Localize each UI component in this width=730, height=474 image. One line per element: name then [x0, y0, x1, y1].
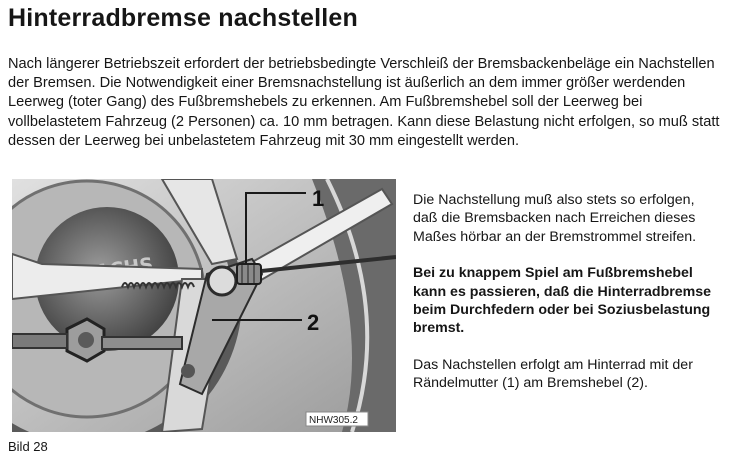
figure-caption: Bild 28 — [8, 439, 48, 454]
intro-text: Nach längerer Betriebszeit erfordert der betriebsbedingte Verschleiß der Bremsbackenbeläge ein Nachstellen der Bremsen. Die Notwendigkeit einer Bremsnachstellung ist äußerlich an dem immer größer werdenden Leerweg (toter Gang) des Fußbremshebels zu erkennen. Am Fußbremshebel soll der Leerweg bei vollbelastetem Fahrzeug (2 Personen) ca. 10 mm betragen. Kann diese Belastung nicht erfolgen, so muß statt dessen der Leerweg bei unbelastetem Fahrzeug mit 30 mm eingestellt werden. — [8, 56, 720, 149]
page-title: Hinterradbremse nachstellen — [8, 4, 358, 32]
callout-1: 1 — [312, 186, 325, 211]
side-paragraph-3: Das Nachstellen erfolgt am Hinterrad mit der Rändelmutter (1) am Bremshebel (2). — [413, 356, 693, 392]
knurled-nut — [237, 264, 261, 284]
intro-paragraph — [8, 55, 720, 151]
side-paragraph-1: Die Nachstellung muß also stets so erfolgen, daß die Bremsbacken nach Erreichen dieses Maßes hörbar an der Bremstrommel streifen. — [413, 192, 697, 245]
brake-photo — [12, 179, 396, 432]
photo-code: NHW305.2 — [309, 415, 358, 426]
side-paragraph-2: Bei zu knappem Spiel am Fußbremshebel kann es passieren, daß die Hinterradbremse beim Durchfedern oder bei Soziusbelastung bremst. — [413, 265, 712, 337]
side-text — [413, 191, 718, 393]
callout-2: 2 — [307, 310, 320, 335]
